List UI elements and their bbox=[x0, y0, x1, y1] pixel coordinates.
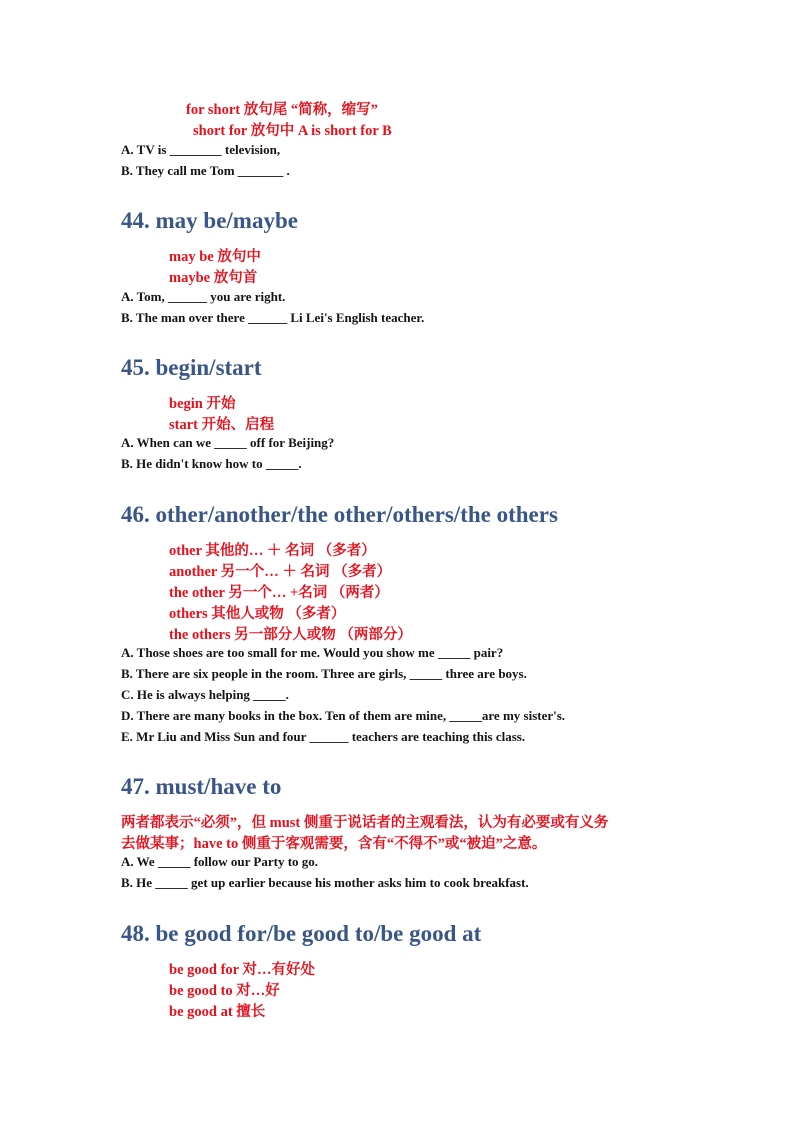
example-a: A. When can we _____ off for Beijing? bbox=[121, 435, 335, 450]
section-heading-47: 47. must/have to bbox=[121, 774, 282, 799]
example-a: A. Tom, ______ you are right. bbox=[121, 289, 286, 304]
rule-be-good-at: be good at 擅长 bbox=[169, 1004, 266, 1020]
section-heading-46: 46. other/another/the other/others/the others bbox=[121, 502, 558, 527]
example-b: B. The man over there ______ Li Lei's English teacher. bbox=[121, 310, 425, 325]
rule-begin: begin 开始 bbox=[169, 396, 236, 412]
example-d: D. There are many books in the box. Ten of them are mine, _____are my sister's. bbox=[121, 708, 566, 723]
note-line-2: 去做某事；have to 侧重于客观需要，含有“不得不”或“被迫”之意。 bbox=[121, 836, 547, 852]
rule-for-short: for short 放句尾 “简称，缩写” bbox=[186, 102, 378, 118]
example-a: A. TV is ________ television, bbox=[121, 142, 281, 157]
rule-maybe: maybe 放句首 bbox=[169, 270, 258, 286]
rule-be-good-to: be good to 对…好 bbox=[169, 983, 280, 999]
section-heading-44: 44. may be/maybe bbox=[121, 208, 298, 233]
example-b: B. He didn't know how to _____. bbox=[121, 456, 302, 471]
example-c: C. He is always helping _____. bbox=[121, 687, 289, 702]
rule-other: other 其他的… ＋ 名词 （多者） bbox=[169, 543, 376, 559]
rule-another: another 另一个… ＋ 名词 （多者） bbox=[169, 564, 392, 580]
note-line-1: 两者都表示“必须”，但 must 侧重于说话者的主观看法，认为有必要或有义务 bbox=[121, 815, 609, 831]
example-a: A. Those shoes are too small for me. Would you show me _____ pair? bbox=[121, 645, 504, 660]
rule-the-others: the others 另一部分人或物 （两部分） bbox=[169, 627, 412, 643]
example-b: B. They call me Tom _______ . bbox=[121, 163, 290, 178]
section-heading-48: 48. be good for/be good to/be good at bbox=[121, 921, 482, 946]
example-b: B. He _____ get up earlier because his mother asks him to cook breakfast. bbox=[121, 875, 529, 890]
section-heading-45: 45. begin/start bbox=[121, 355, 262, 380]
example-e: E. Mr Liu and Miss Sun and four ______ teachers are teaching this class. bbox=[121, 729, 526, 744]
example-b: B. There are six people in the room. Three are girls, _____ three are boys. bbox=[121, 666, 527, 681]
rule-may-be: may be 放句中 bbox=[169, 249, 261, 265]
rule-be-good-for: be good for 对…有好处 bbox=[169, 962, 315, 978]
example-a: A. We _____ follow our Party to go. bbox=[121, 854, 319, 869]
rule-start: start 开始、启程 bbox=[169, 417, 275, 433]
rule-the-other: the other 另一个… +名词 （两者） bbox=[169, 585, 389, 601]
rule-others: others 其他人或物 （多者） bbox=[169, 606, 346, 622]
rule-short-for: short for 放句中 A is short for B bbox=[193, 123, 392, 139]
